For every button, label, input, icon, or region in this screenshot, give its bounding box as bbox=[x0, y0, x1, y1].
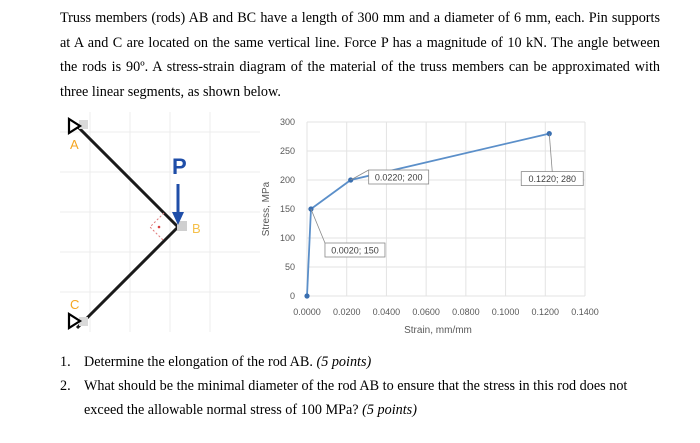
x-tick-label: 0.0800 bbox=[452, 307, 480, 317]
question-1-text: Determine the elongation of the rod AB. bbox=[84, 354, 313, 370]
y-tick-label: 100 bbox=[279, 233, 295, 243]
annotation-label: 0.1220; 280 bbox=[528, 174, 577, 185]
x-axis-label: Strain, mm/mm bbox=[404, 325, 472, 336]
problem-statement: Truss members (rods) AB and BC have a length of 300 mm and a diameter of 6 mm, each. Pin supports at A and C are located on the same vertical line. Force P has a magnitude of 10 kN. The angle between the rods is 90º. A stress-strain diagram of the material of the truss members can be approximated with three linear segments, as shown below. bbox=[60, 10, 660, 100]
right-angle-dot bbox=[158, 226, 161, 229]
x-tick-label: 0.0000 bbox=[293, 307, 321, 317]
x-tick-label: 0.0400 bbox=[372, 307, 401, 317]
y-tick-label: 300 bbox=[279, 117, 295, 127]
question-2-number: 2. bbox=[60, 378, 71, 394]
x-tick-label: 0.1200 bbox=[531, 307, 560, 317]
y-tick-label: 0 bbox=[289, 291, 295, 301]
label-p: P bbox=[172, 154, 187, 179]
y-axis-label: Stress, MPa bbox=[261, 181, 272, 237]
annotation-leader bbox=[549, 134, 552, 172]
x-tick-label: 0.1400 bbox=[571, 307, 599, 317]
question-1-number: 1. bbox=[60, 354, 71, 370]
x-tick-label: 0.0200 bbox=[332, 307, 361, 317]
data-point bbox=[304, 293, 309, 298]
pin-support-a bbox=[69, 119, 88, 133]
y-tick-label: 50 bbox=[284, 262, 295, 272]
y-tick-label: 150 bbox=[279, 204, 295, 214]
truss-diagram bbox=[60, 112, 280, 332]
question-2-text-line1: What should be the minimal diameter of the rod AB to ensure that the stress in this rod does not bbox=[84, 378, 628, 394]
x-tick-label: 0.1000 bbox=[491, 307, 520, 317]
question-2-points: (5 points) bbox=[362, 402, 417, 418]
truss-grid bbox=[60, 112, 260, 332]
label-a: A bbox=[70, 137, 79, 152]
annotation-label: 0.0020; 150 bbox=[331, 245, 379, 256]
right-angle-marker bbox=[150, 213, 164, 241]
member-bc bbox=[77, 227, 178, 328]
stress-strain-chart bbox=[255, 110, 635, 345]
x-tick-label: 0.0600 bbox=[412, 307, 440, 317]
y-tick-label: 250 bbox=[279, 146, 295, 156]
y-tick-label: 200 bbox=[279, 175, 295, 185]
series-line bbox=[307, 134, 549, 296]
question-1-points: (5 points) bbox=[316, 354, 372, 370]
annotation-label: 0.0220; 200 bbox=[374, 172, 423, 183]
label-c: C bbox=[70, 297, 80, 312]
question-2-text-line2: exceed the allowable normal stress of 100 MPa? bbox=[84, 402, 359, 418]
label-b: B bbox=[192, 221, 201, 236]
